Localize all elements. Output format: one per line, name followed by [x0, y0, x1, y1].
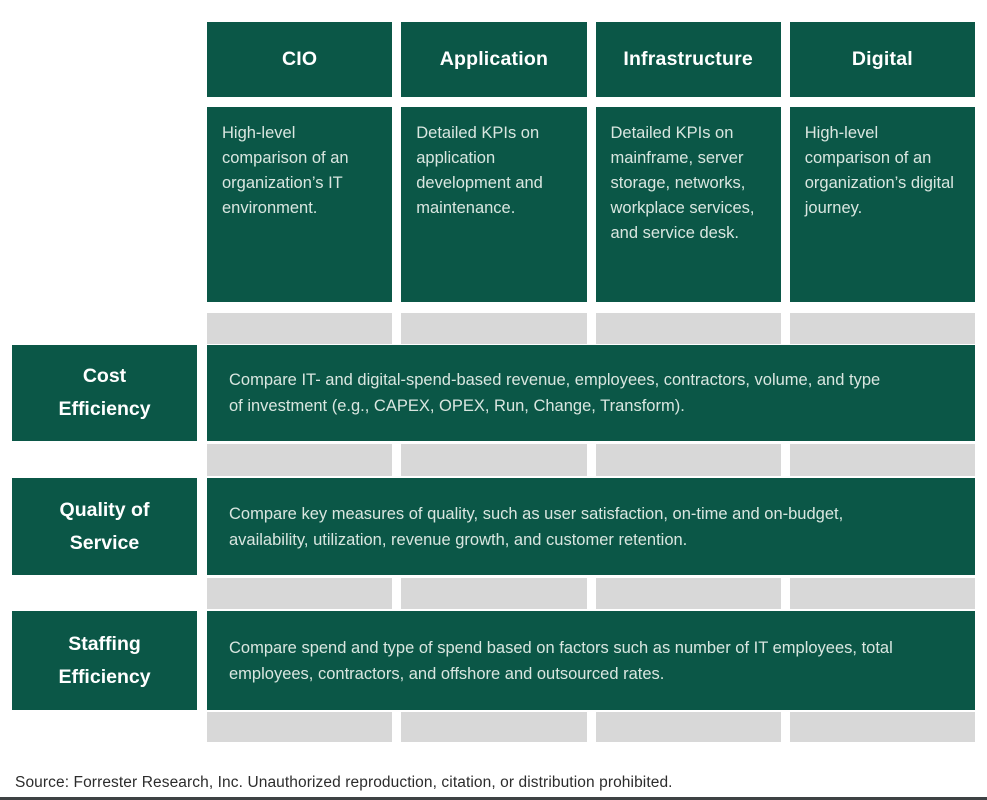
row-label-quality-of-service-text: Quality of Service: [59, 498, 150, 554]
connector-strip: [596, 444, 781, 476]
connector-strip: [207, 578, 392, 609]
row-label-staffing-efficiency: [12, 611, 197, 710]
connector-strip: [207, 712, 392, 742]
row-bar-quality-of-service: [207, 478, 975, 575]
column-header-digital: [790, 22, 975, 97]
row-label-staffing-efficiency-text: Staffing Efficiency: [58, 632, 151, 688]
column-header-infrastructure-label: Infrastructure: [623, 48, 753, 70]
connector-strip-row-3: [207, 578, 975, 609]
connector-strip: [401, 578, 586, 609]
row-label-cost-efficiency-text: Cost Efficiency: [58, 365, 151, 420]
row-bar-cost-efficiency: [207, 345, 975, 441]
row-bar-staffing-efficiency-text: Compare spend and type of spend based on factors such as number of IT employees, total employees, contractors, and offshore and outsourced rates.: [229, 638, 893, 683]
column-description-infrastructure: [596, 107, 781, 302]
row-bar-quality-of-service-text: Compare key measures of quality, such as user satisfaction, on-time and on-budget, availability, utilization, revenue growth, and customer retention.: [229, 504, 844, 549]
connector-strip-row-2: [207, 444, 975, 476]
column-description-application-text: Detailed KPIs on application development and maintenance.: [416, 124, 543, 217]
connector-strip: [401, 313, 586, 344]
connector-strip-row-4: [207, 712, 975, 742]
column-description-infrastructure-text: Detailed KPIs on mainframe, server storage, networks, workplace services, and service desk.: [610, 124, 755, 242]
column-description-cio: [207, 107, 392, 302]
connector-strip: [790, 313, 975, 344]
row-bar-staffing-efficiency: [207, 611, 975, 710]
source-attribution: Source: Forrester Research, Inc. Unauthorized reproduction, citation, or distribution prohibited.: [15, 774, 673, 791]
column-header-row: [207, 22, 975, 97]
column-description-digital: [790, 107, 975, 302]
connector-strip-row-1: [207, 313, 975, 344]
connector-strip: [596, 578, 781, 609]
row-bar-cost-efficiency-text: Compare IT- and digital-spend-based revenue, employees, contractors, volume, and type of investment (e.g., CAPEX, OPEX, Run, Change, Transform).: [229, 371, 881, 415]
connector-strip: [790, 444, 975, 476]
column-description-row: [207, 107, 975, 302]
connector-strip: [207, 444, 392, 476]
row-label-cost-efficiency: [12, 345, 197, 441]
column-header-infrastructure: [596, 22, 781, 97]
column-header-digital-label: Digital: [851, 48, 913, 70]
column-header-cio: [207, 22, 392, 97]
connector-strip: [401, 444, 586, 476]
column-description-digital-text: High-level comparison of an organization’s digital journey.: [804, 124, 954, 217]
row-label-quality-of-service: [12, 478, 197, 575]
connector-strip: [790, 712, 975, 742]
column-description-cio-text: High-level comparison of an organization’s IT environment.: [222, 124, 349, 217]
column-header-cio-label: CIO: [281, 48, 318, 70]
column-description-application: [401, 107, 586, 302]
connector-strip: [207, 313, 392, 344]
column-header-application-label: Application: [439, 48, 549, 70]
connector-strip: [596, 313, 781, 344]
connector-strip: [790, 578, 975, 609]
column-header-application: [401, 22, 586, 97]
connector-strip: [596, 712, 781, 742]
connector-strip: [401, 712, 586, 742]
